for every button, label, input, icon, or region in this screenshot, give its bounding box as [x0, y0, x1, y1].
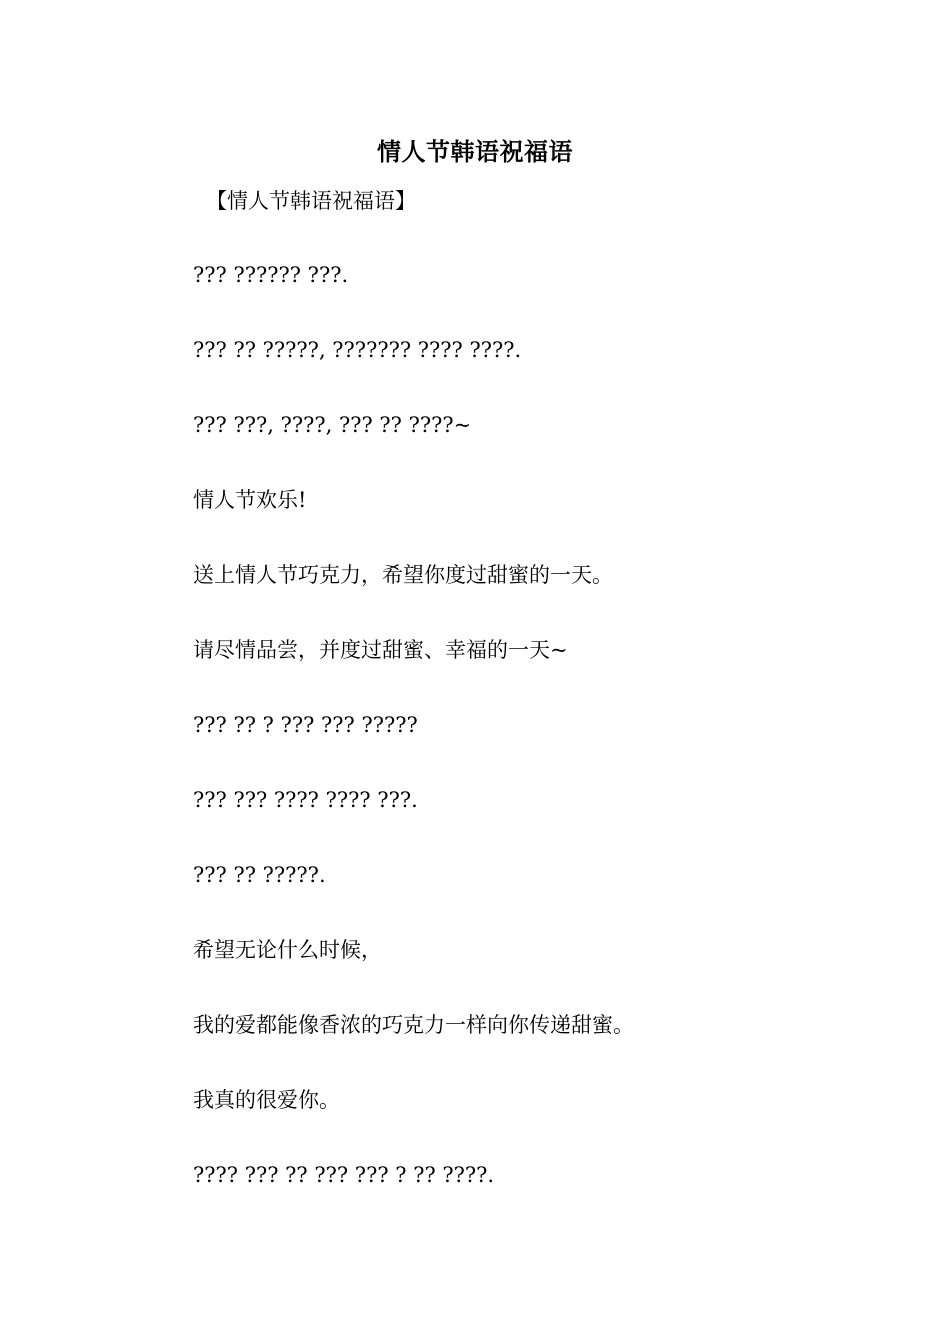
- body-line: 送上情人节巧克力，希望你度过甜蜜的一天。: [193, 563, 613, 587]
- body-line: ??? ?????? ???.: [193, 263, 349, 287]
- body-line: 情人节欢乐!: [193, 488, 307, 512]
- body-line: 我的爱都能像香浓的巧克力一样向你传递甜蜜。: [193, 1013, 634, 1037]
- body-line: 我真的很爱你。: [193, 1088, 340, 1112]
- body-line: ??? ?? ?????.: [193, 863, 326, 887]
- body-line: 请尽情品尝，并度过甜蜜、幸福的一天~: [193, 638, 568, 662]
- body-line: ??? ??? ???? ???? ???.: [193, 788, 418, 812]
- document-title: 情人节韩语祝福语: [377, 137, 573, 166]
- document-body: [193, 258, 893, 1233]
- body-line: ??? ?? ?????, ??????? ???? ????.: [193, 338, 522, 362]
- body-line: ???? ??? ?? ??? ??? ? ?? ????.: [193, 1163, 495, 1187]
- body-line: ??? ???, ????, ??? ?? ????~: [193, 413, 472, 437]
- document-subtitle: 【情人节韩语祝福语】: [206, 189, 416, 213]
- body-line: ??? ?? ? ??? ??? ?????: [193, 713, 418, 737]
- body-line: 希望无论什么时候，: [193, 938, 382, 962]
